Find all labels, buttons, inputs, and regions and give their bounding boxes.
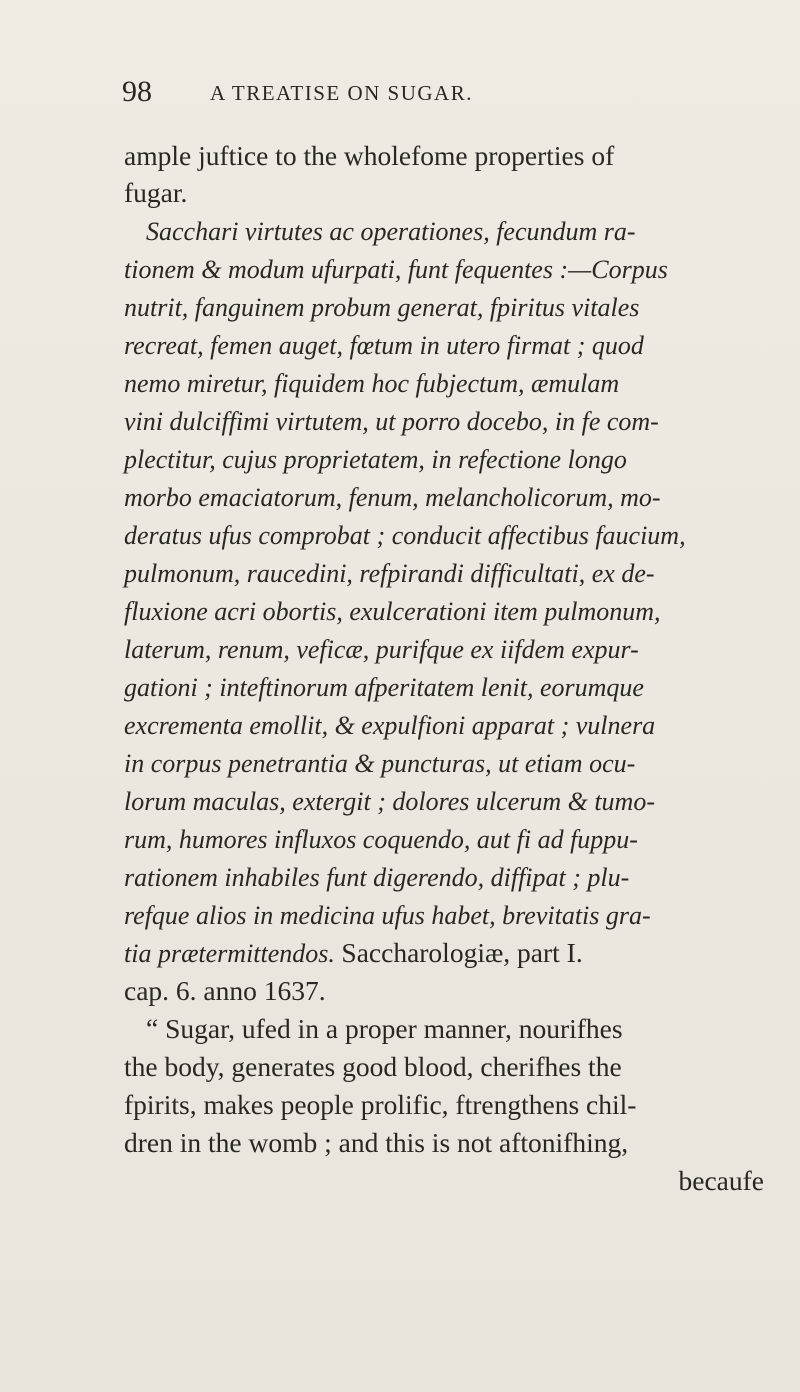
text-run: plectitur, cujus proprietatem, in refectione longo <box>124 445 627 474</box>
text-run: vini dulciffimi virtutem, ut porro docebo, in fe com- <box>124 407 659 436</box>
text-line <box>124 1124 764 1162</box>
text-run: recreat, femen auget, fœtum in utero firmat ; quod <box>124 331 644 360</box>
text-run: the body, generates good blood, cherifhes the <box>124 1051 622 1082</box>
text-run: Saccharologiæ, part I. <box>341 937 583 968</box>
text-run: morbo emaciatorum, fenum, melancholicorum, mo- <box>124 483 661 512</box>
text-line <box>124 782 764 820</box>
text-line <box>124 440 764 478</box>
text-run: fugar. <box>124 177 188 208</box>
text-run: rum, humores influxos coquendo, aut fi ad fuppu- <box>124 825 638 854</box>
running-title: A TREATISE ON SUGAR. <box>210 81 473 105</box>
text-run: tia prætermittendos. <box>124 939 342 968</box>
text-line <box>124 516 764 554</box>
text-line <box>124 1086 764 1124</box>
text-line <box>124 820 764 858</box>
text-line <box>124 402 764 440</box>
running-head <box>122 72 742 112</box>
text-run: nutrit, fanguinem probum generat, fpiritus vitales <box>124 293 640 322</box>
text-line <box>124 1162 764 1200</box>
text-run: lorum maculas, extergit ; dolores ulcerum & tumo- <box>124 787 655 816</box>
text-run: dren in the womb ; and this is not aftonifhing, <box>124 1127 629 1158</box>
text-run: refque alios in medicina ufus habet, brevitatis gra- <box>124 901 651 930</box>
text-line <box>124 858 764 896</box>
text-line <box>124 668 764 706</box>
text-run: deratus ufus comprobat ; conducit affectibus faucium, <box>124 521 686 550</box>
text-line <box>124 1010 764 1048</box>
text-line <box>124 706 764 744</box>
text-run: excrementa emollit, & expulfioni apparat ; vulnera <box>124 711 656 740</box>
text-run: pulmonum, raucedini, refpirandi difficultati, ex de- <box>124 559 655 588</box>
text-run: tionem & modum ufurpati, funt fequentes :—Corpus <box>124 255 668 284</box>
text-line <box>124 972 764 1010</box>
text-run: “ Sugar, ufed in a proper manner, nourifhes <box>146 1013 623 1044</box>
text-run: ample juftice to the wholefome properties of <box>124 140 615 171</box>
text-run: becaufe <box>678 1165 764 1196</box>
text-line <box>124 934 764 972</box>
text-run: rationem inhabiles funt digerendo, diffipat ; plu- <box>124 863 630 892</box>
text-line <box>124 1048 764 1086</box>
text-run: Sacchari virtutes ac operationes, fecundum ra- <box>146 217 636 246</box>
text-run: in corpus penetrantia & puncturas, ut etiam ocu- <box>124 749 636 778</box>
text-run: nemo miretur, fiquidem hoc fubjectum, æmulam <box>124 369 620 398</box>
text-line <box>124 744 764 782</box>
text-run: fpirits, makes people prolific, ftrengthens chil- <box>124 1089 637 1120</box>
text-run: cap. 6. anno 1637. <box>124 975 326 1006</box>
text-line <box>124 896 764 934</box>
page-number: 98 <box>122 75 152 108</box>
text-line <box>124 478 764 516</box>
text-run: gationi ; inteftinorum afperitatem lenit, eorumque <box>124 673 644 702</box>
text-line <box>124 326 764 364</box>
text-line <box>124 174 764 212</box>
text-line <box>124 138 764 174</box>
text-line <box>124 592 764 630</box>
body-text <box>124 138 764 1200</box>
text-line <box>124 364 764 402</box>
text-line <box>124 288 764 326</box>
text-run: laterum, renum, veficæ, purifque ex iifdem expur- <box>124 635 639 664</box>
text-line <box>124 554 764 592</box>
text-line <box>124 250 764 288</box>
text-line <box>124 212 764 250</box>
text-run: fluxione acri obortis, exulcerationi item pulmonum, <box>124 597 661 626</box>
text-line <box>124 630 764 668</box>
